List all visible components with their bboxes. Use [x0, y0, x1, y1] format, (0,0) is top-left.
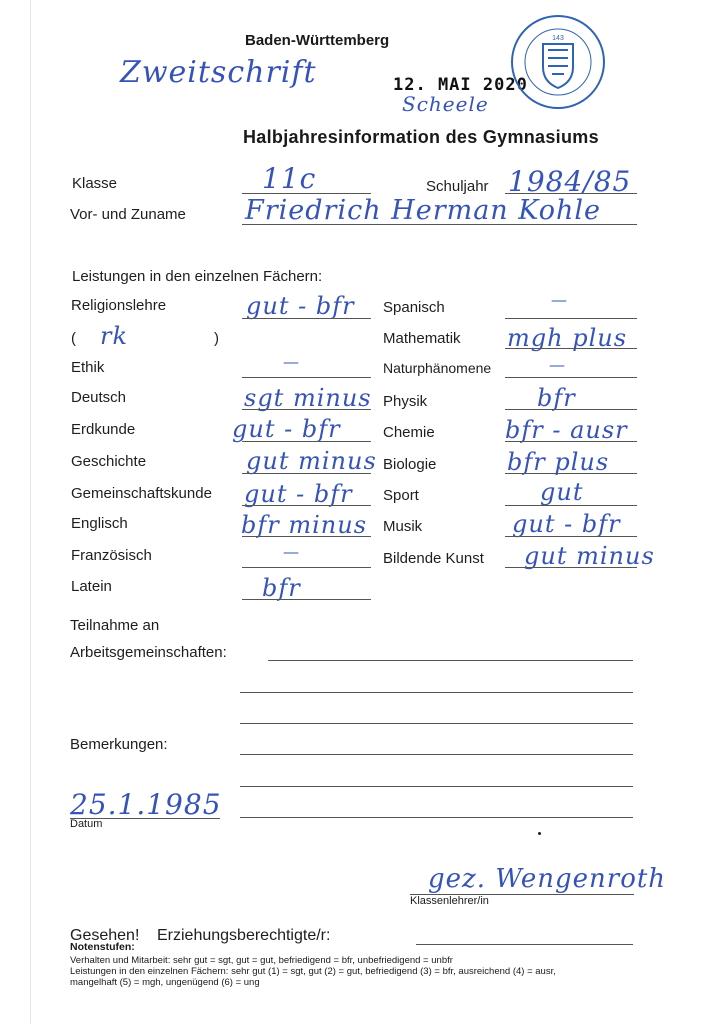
subject-label-chemie: Chemie [383, 424, 435, 441]
grade-spanisch: — [551, 290, 568, 309]
grade-ethik: — [283, 352, 300, 371]
zweitschrift-handwriting: Zweitschrift [120, 55, 317, 90]
guardian-label: Erziehungsberechtigte/r: [157, 927, 331, 944]
grades-heading: Notenstufen: [70, 941, 135, 953]
school-seal [508, 12, 608, 112]
subject-label-deutsch: Deutsch [71, 389, 127, 406]
stamp-date: 12. MAI 2020 [393, 75, 528, 95]
grade-deutsch: sgt minus [244, 384, 372, 412]
subject-label-physik: Physik [383, 393, 428, 410]
grade-gemeinschaftskunde: gut - bfr [244, 480, 353, 508]
grade-physik: bfr [537, 384, 576, 412]
name-label: Vor- und Zuname [70, 206, 186, 223]
subject-label-biologie: Biologie [383, 456, 437, 473]
subject-label-erdkunde: Erdkunde [71, 421, 136, 438]
date-value: 25.1.1985 [70, 788, 222, 821]
svg-text:143: 143 [552, 35, 564, 42]
subject-label-sport: Sport [383, 487, 419, 504]
ag-label-line2: Arbeitsgemeinschaften: [70, 644, 227, 661]
subject-label-spanisch: Spanisch [383, 299, 445, 316]
subject-label-gemeinschaftskunde: Gemeinschaftskunde [71, 485, 212, 502]
class-label: Klasse [72, 175, 118, 192]
subject-label-ethik: Ethik [71, 359, 105, 376]
grade-chemie: bfr - ausr [505, 416, 628, 444]
grade-englisch: bfr minus [241, 511, 368, 539]
grade-musik: gut - bfr [512, 510, 621, 538]
grade-sport: gut [540, 478, 584, 506]
grade-mathematik: mgh plus [507, 324, 628, 352]
achievement-legend-2: mangelhaft (5) = mgh, ungenügend (6) = ung [70, 977, 260, 988]
date-label: Datum [70, 818, 103, 830]
subject-label-mathematik: Mathematik [383, 330, 461, 347]
grade-bildende-kunst: gut minus [524, 542, 655, 570]
teacher-label: Klassenlehrer/in [410, 895, 489, 907]
subject-label-naturphaenomene: Naturphänomene [383, 360, 492, 376]
year-value: 1984/85 [508, 165, 632, 198]
name-value: Friedrich Herman Kohle [245, 195, 601, 226]
document-title: Halbjahresinformation des Gymnasiums [243, 127, 599, 147]
remarks-label: Bemerkungen: [70, 736, 168, 753]
grade-latein: bfr [262, 574, 301, 602]
religion-denom-open: ( [71, 330, 76, 347]
class-value: 11c [262, 162, 317, 195]
subject-label-bildende-kunst: Bildende Kunst [383, 550, 484, 567]
state-heading: Baden-Württemberg [245, 32, 390, 49]
subject-label-musik: Musik [383, 518, 423, 535]
subject-label-franzoesisch: Französisch [71, 547, 152, 564]
achievement-legend-1: Leistungen in den einzelnen Fächern: sehr gut (1) = sgt, gut (2) = gut, befriedigend (3) = bfr, ausreichend (4) = ausr, [70, 966, 556, 977]
conduct-legend: Verhalten und Mitarbeit: sehr gut = sgt, gut = gut, befriedigend = bfr, unbefriedigend = unbfr [70, 955, 453, 966]
grade-erdkunde: gut - bfr [232, 415, 341, 443]
subject-label-latein: Latein [71, 578, 112, 595]
subject-label-geschichte: Geschichte [71, 453, 147, 470]
seen-label: Gesehen! [70, 927, 140, 944]
grade-religion: gut - bfr [246, 292, 355, 320]
subjects-heading: Leistungen in den einzelnen Fächern: [72, 268, 323, 285]
religion-denom-close: ) [214, 330, 219, 347]
grade-geschichte: gut minus [246, 447, 377, 475]
stamp-signature: Scheele [402, 92, 489, 116]
year-label: Schuljahr [426, 178, 489, 195]
ag-label-line1: Teilnahme an [70, 617, 160, 634]
grade-franzoesisch: — [283, 542, 300, 561]
teacher-signature: gez. Wengenroth [428, 864, 667, 894]
subject-label-religion: Religionslehre [71, 297, 167, 314]
religion-denom-value: rk [100, 322, 129, 350]
grade-biologie: bfr plus [507, 448, 610, 476]
grade-naturphaenomene: — [549, 355, 566, 374]
subject-label-englisch: Englisch [71, 515, 128, 532]
page-edge [30, 0, 31, 1024]
speck [538, 832, 541, 835]
